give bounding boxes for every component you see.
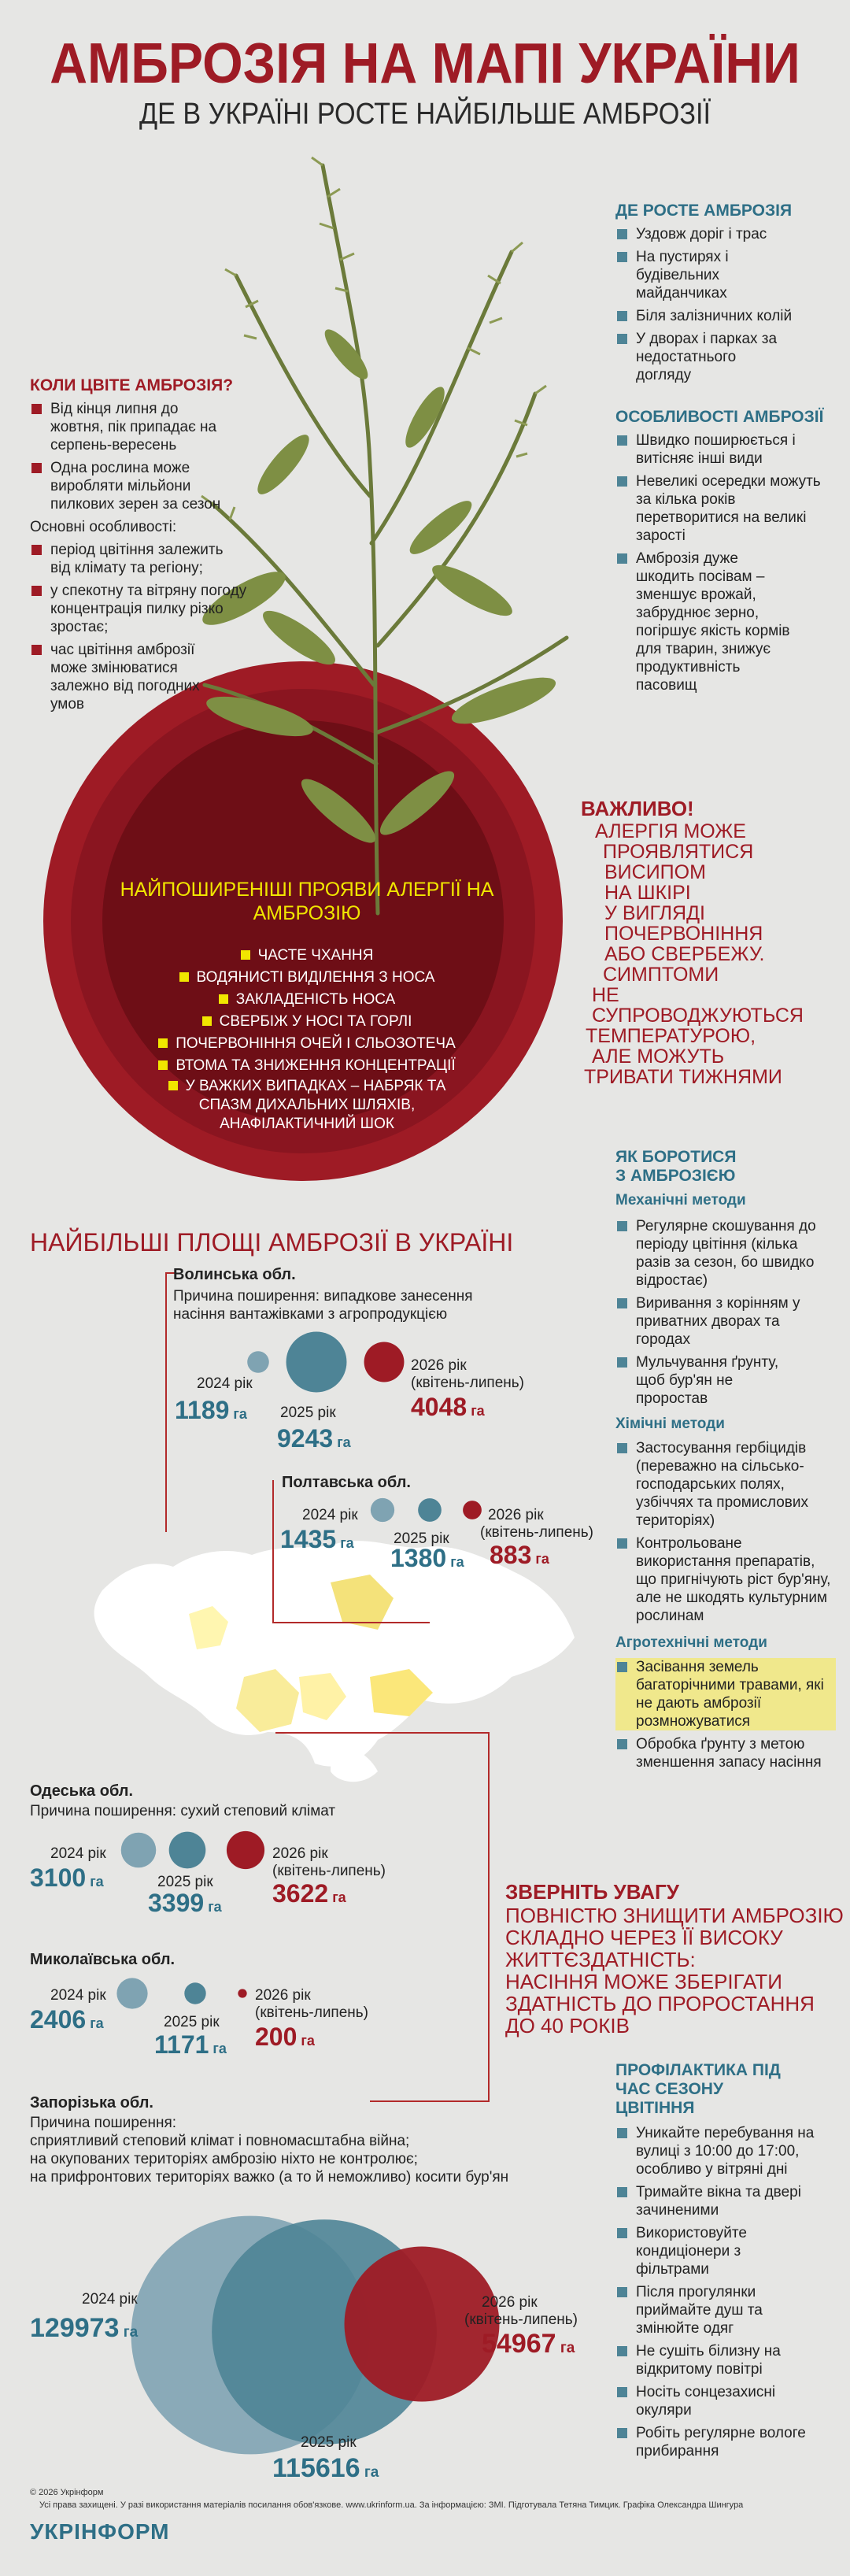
bubble-2026 xyxy=(463,1501,482,1519)
bubble-2024 xyxy=(371,1498,394,1522)
allergy-item: СВЕРБІЖ У НОСІ ТА ГОРЛІ xyxy=(118,1011,496,1033)
allergy-item: ЗАКЛАДЕНІСТЬ НОСА xyxy=(118,989,496,1011)
chem-heading: Хімічні методи xyxy=(615,1416,725,1432)
prevention-item: Тримайте вікна та двері зачиненими xyxy=(615,2183,836,2219)
label-2026: 2026 рік xyxy=(488,1507,544,1523)
fight-heading: ЯК БОРОТИСЯ З АМБРОЗІЄЮ xyxy=(615,1148,737,1185)
prevention-item: Уникайте перебування на вулиці з 10:00 до 17:00, особливо у вітряні дні xyxy=(615,2124,836,2178)
note-2026: (квітень-липень) xyxy=(480,1524,594,1541)
bubble-2024 xyxy=(247,1351,269,1373)
prevention-item: Робіть регулярне вологе прибирання xyxy=(615,2424,836,2460)
region-name: Волинська обл. xyxy=(173,1266,296,1283)
label-2025: 2025 рік xyxy=(394,1530,449,1547)
bloom-item: Від кінця липня до жовтня, пік припадає на серпень-вересень xyxy=(30,400,266,454)
label-2024: 2024 рік xyxy=(82,2291,138,2308)
bloom-sub-item: час цвітіння амброзії може змінюватися залежно від погодних умов xyxy=(30,641,266,713)
allergy-heading: НАЙПОШИРЕНІШІ ПРОЯВИ АЛЕРГІЇ НА АМБРОЗІЮ xyxy=(120,879,494,924)
value-2026: 54967 га xyxy=(482,2329,575,2359)
label-2025: 2025 рік xyxy=(280,1405,336,1421)
label-2026: 2026 рік xyxy=(272,1845,328,1862)
prevention-heading: ПРОФІЛАКТИКА ПІД ЧАС СЕЗОНУ ЦВІТІННЯ xyxy=(615,2061,781,2117)
bloom-sub-item: у спекотну та вітряну погоду концентрація пилку різко зростає; xyxy=(30,582,266,636)
note-2026: (квітень-липень) xyxy=(464,2311,578,2328)
bubble-2025 xyxy=(418,1498,442,1522)
value-2025: 115616 га xyxy=(272,2453,379,2483)
value-2024: 129973 га xyxy=(30,2313,139,2343)
mech-item: Регулярне скошування до періоду цвітіння (кілька разів за сезон, бо швидко відростає) xyxy=(615,1217,836,1290)
note-2026: (квітень-липень) xyxy=(255,2004,369,2021)
ukrinform-logo: УКРІНФОРМ xyxy=(30,2519,170,2544)
label-2024: 2024 рік xyxy=(50,1987,106,2004)
agro-item: Засівання земель багаторічними травами, які не дають амброзії розмножуватися xyxy=(615,1658,836,1730)
value-2025: 9243 га xyxy=(277,1424,351,1453)
label-2026: 2026 рік xyxy=(411,1357,467,1374)
value-2024: 2406 га xyxy=(30,2005,104,2034)
features-item: Швидко поширюється і витісняє інші види xyxy=(615,431,828,468)
label-2024: 2024 рік xyxy=(50,1845,106,1862)
bloom-subheading: Основні особливості: xyxy=(30,519,177,535)
agro-heading: Агротехнічні методи xyxy=(615,1634,767,1651)
footer-copyright: © 2026 Укрінформ xyxy=(30,2488,104,2497)
where-item: На пустирях і будівельних майданчиках xyxy=(615,248,828,302)
prevention-item: Після прогулянки приймайте душ та змінюйте одяг xyxy=(615,2283,836,2337)
allergy-item: ЧАСТЕ ЧХАННЯ xyxy=(118,945,496,967)
region-zaporizhzhia: Запорізька обл. Причина поширення: сприятливий степовий клімат і повномасштабна війна; на окупованих територіях амброзію ніхто не контролює; на прифронтових територіях важко (а то й неможливо) косити бур'ян xyxy=(30,2094,581,2186)
region-poltava-name: Полтавська обл. xyxy=(282,1474,411,1491)
bubble-2024 xyxy=(116,1978,147,2008)
attention-text: ПОВНІСТЮ ЗНИЩИТИ АМБРОЗІЮ СКЛАДНО ЧЕРЕЗ ЇЇ ВИСОКУ ЖИТТЄЗДАТНІСТЬ: НАСІННЯ МОЖЕ ЗБЕРІГАТИ ЗДАТНІСТЬ ДО ПРОРОСТАННЯ ДО 40 РОКІВ xyxy=(505,1904,844,2037)
mech-heading: Механічні методи xyxy=(615,1192,746,1208)
features-item: Невеликі осередки можуть за кілька років перетворитися на великі зарості xyxy=(615,472,828,545)
note-2026: (квітень-липень) xyxy=(411,1375,525,1391)
where-item: Біля залізничних колій xyxy=(615,307,828,325)
bubble-2026 xyxy=(364,1342,405,1382)
label-2025: 2025 рік xyxy=(164,2014,220,2030)
features-item: Амброзія дуже шкодить посівам – зменшує врожай, забруднює зерно, погіршує якість кормів для тварин, знижує продуктивність пасовищ xyxy=(615,550,828,694)
allergy-item: У ВАЖКИХ ВИПАДКАХ – НАБРЯК ТА СПАЗМ ДИХАЛЬНИХ ШЛЯХІВ, АНАФІЛАКТИЧНИЙ ШОК xyxy=(118,1077,496,1134)
value-2026: 200 га xyxy=(255,2023,315,2051)
value-2025: 1380 га xyxy=(390,1544,464,1572)
allergy-item: ВТОМА ТА ЗНИЖЕННЯ КОНЦЕНТРАЦІЇ xyxy=(118,1055,496,1077)
mech-item: Мульчування ґрунту, щоб бур'ян не проростав xyxy=(615,1353,836,1408)
value-2025: 3399 га xyxy=(148,1889,222,1917)
label-2025: 2025 рік xyxy=(157,1874,213,1890)
label-2024: 2024 рік xyxy=(197,1375,253,1392)
bubble-2025 xyxy=(184,1982,205,2004)
value-2026: 3622 га xyxy=(272,1879,346,1908)
label-2024: 2024 рік xyxy=(302,1507,358,1523)
page-subtitle: ДЕ В УКРАЇНІ РОСТЕ НАЙБІЛЬШЕ АМБРОЗІЇ xyxy=(139,98,711,131)
bubble-2026 xyxy=(227,1831,264,1869)
footer-rights: Усі права захищені. У разі використання матеріалів посилання обов'язкове. www.ukrinform.ua. За інформацією: ЗМІ. Підготувала Тетяна Тимцик. Графіка Олександра Шингура xyxy=(39,2500,744,2510)
label-2026: 2026 рік xyxy=(255,1987,311,2004)
label-2025: 2025 рік xyxy=(301,2434,357,2451)
label-2026: 2026 рік xyxy=(482,2294,538,2311)
bloom-sub-item: період цвітіння залежить від клімату та регіону; xyxy=(30,541,266,577)
bubble-2025 xyxy=(286,1332,347,1393)
attention-heading: ЗВЕРНІТЬ УВАГУ xyxy=(505,1880,679,1904)
note-2026: (квітень-липень) xyxy=(272,1863,386,1879)
important-text: АЛЕРГІЯ МОЖЕ ПРОЯВЛЯТИСЯ ВИСИПОМ НА ШКІРІ У ВИГЛЯДІ ПОЧЕРВОНІННЯ АБО СВЕРБЕЖУ. СИМПТОМИ НЕ СУПРОВОДЖУЮТЬСЯ ТЕМПЕРАТУРОЮ, АЛЕ МОЖУТЬ ТРИВАТИ ТИЖНЯМИ xyxy=(584,820,804,1088)
important-heading: ВАЖЛИВО! xyxy=(581,797,694,820)
where-heading: ДЕ РОСТЕ АМБРОЗІЯ xyxy=(615,202,793,220)
allergy-item: ВОДЯНИСТІ ВИДІЛЕННЯ З НОСА xyxy=(118,967,496,989)
areas-heading: НАЙБІЛЬШІ ПЛОЩІ АМБРОЗІЇ В УКРАЇНІ xyxy=(30,1228,514,1257)
value-2024: 3100 га xyxy=(30,1864,104,1892)
value-2024: 1189 га xyxy=(175,1396,247,1424)
bloom-heading: КОЛИ ЦВІТЕ АМБРОЗІЯ? xyxy=(30,376,234,394)
mech-item: Виривання з корінням у приватних дворах та городах xyxy=(615,1294,836,1349)
region-reason: Причина поширення: сухий степовий клімат xyxy=(30,1803,336,1819)
chem-item: Контрольоване використання препаратів, що пригнічують ріст бур'яну, але не шкодять культурним рослинам xyxy=(615,1534,836,1625)
prevention-item: Не сушіть білизну на відкритому повітрі xyxy=(615,2342,836,2378)
chem-item: Застосування гербіцидів (переважно на сільсько-господарських полях, узбіччях та промислових територіях) xyxy=(615,1439,836,1530)
agro-item: Обробка ґрунту з метою зменшення запасу насіння xyxy=(615,1735,836,1771)
bubble-2024 xyxy=(121,1833,157,1868)
bubble-2026 xyxy=(238,1989,246,1997)
allergy-item: ПОЧЕРВОНІННЯ ОЧЕЙ І СЛЬОЗОТЕЧА xyxy=(118,1033,496,1055)
value-2024: 1435 га xyxy=(280,1525,354,1553)
bloom-item: Одна рослина може виробляти мільйони пилкових зерен за сезон xyxy=(30,459,266,513)
value-2025: 1171 га xyxy=(154,2030,227,2059)
prevention-item: Носіть сонцезахисні окуляри xyxy=(615,2383,836,2419)
region-reason: Причина поширення: випадкове занесення насіння вантажівками з агропродукцією xyxy=(173,1288,473,1323)
page-title: АМБРОЗІЯ НА МАПІ УКРАЇНИ xyxy=(50,32,800,95)
region-mykolaiv-name: Миколаївська обл. xyxy=(30,1951,176,1968)
features-heading: ОСОБЛИВОСТІ АМБРОЗІЇ xyxy=(615,408,824,426)
region-name: Одеська обл. xyxy=(30,1782,134,1800)
prevention-item: Використовуйте кондиціонери з фільтрами xyxy=(615,2224,836,2278)
bubble-2025 xyxy=(169,1832,206,1869)
region-name: Запорізька обл. xyxy=(30,2094,153,2112)
value-2026: 883 га xyxy=(490,1541,549,1569)
where-item: Уздовж доріг і трас xyxy=(615,225,828,243)
value-2026: 4048 га xyxy=(411,1393,485,1421)
where-item: У дворах і парках за недостатнього догляду xyxy=(615,330,828,384)
